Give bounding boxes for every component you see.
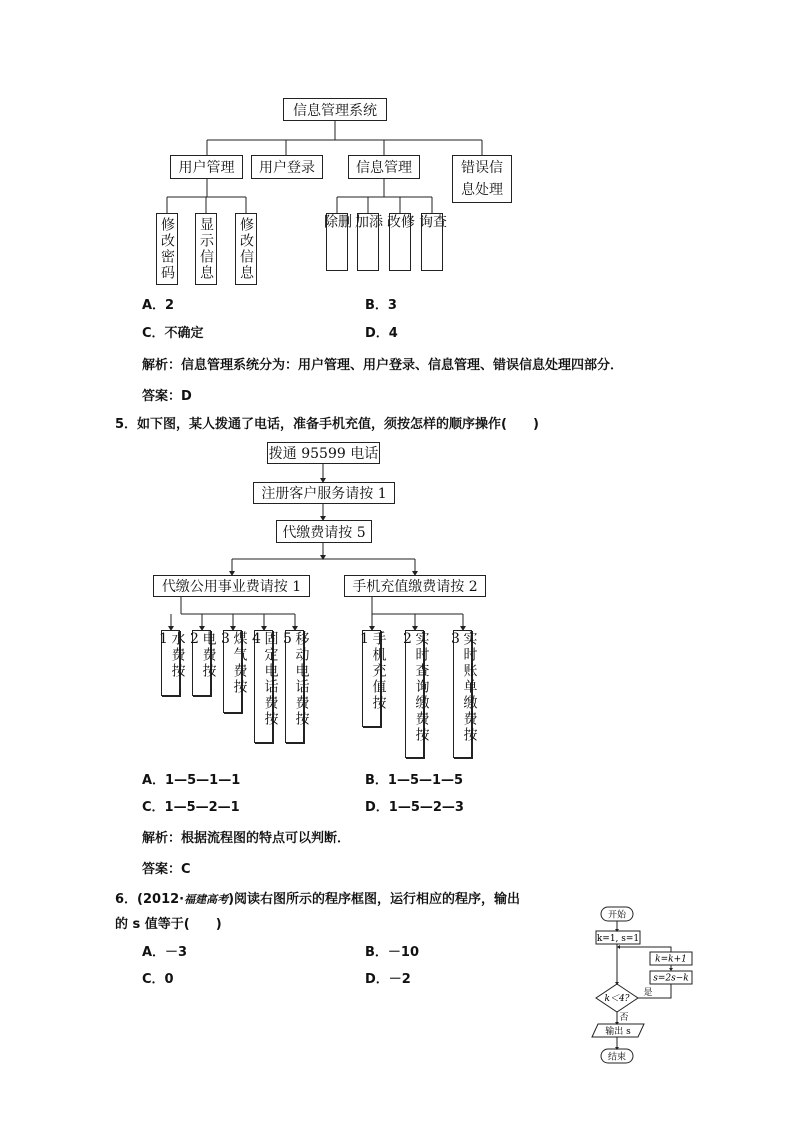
tree-branch-user-login: 用户登录 — [251, 155, 323, 179]
q5-answer-label: 答案： — [142, 862, 182, 877]
q5-step-register: 注册客户服务请按 1 — [253, 482, 395, 504]
q5-option-c: C．1—5—2—1 — [142, 800, 240, 815]
q5-answer — [142, 861, 191, 879]
q4-analysis-text: 信息管理系统分为：用户管理、用户登录、信息管理、错误信息处理四部分． — [181, 358, 624, 373]
tree-leaf-change-password: 修改密码 — [156, 213, 178, 285]
q5-answer-value: C — [181, 862, 191, 877]
q5-option-a: A．1—5—1—1 — [142, 773, 241, 788]
q5-leaf-electric: 电费按2 — [192, 630, 211, 696]
q5-option-d: D．1—5—2—3 — [365, 800, 464, 815]
q5-branch-utilities: 代缴公用事业费请按 1 — [153, 575, 310, 597]
q6-option-c: C．0 — [142, 972, 174, 987]
flow-condition-label: k＜4? — [604, 994, 630, 1004]
q5-step-pay: 代缴费请按 5 — [276, 520, 372, 543]
q6-stem-line2: 的 s 值等于( ) — [115, 917, 222, 932]
q6-option-b: B．－10 — [365, 945, 419, 960]
flow-output-label: 输出 s — [605, 1027, 631, 1037]
tree-leaf-modify: 修改 — [389, 213, 411, 271]
q4-option-b: B．3 — [365, 298, 397, 313]
q5-analysis-label: 解析： — [142, 831, 182, 846]
tree-branch-info-mgmt: 信息管理 — [348, 155, 420, 179]
q4-analysis-label: 解析： — [142, 358, 182, 373]
flow-no-label: 否 — [619, 1013, 629, 1023]
tree-leaf-query: 查询 — [421, 213, 443, 271]
tree-leaf-show-info: 显示信息 — [195, 213, 217, 285]
q5-stem: 5．如下图，某人拨通了电话，准备手机充值，须按怎样的顺序操作( ) — [115, 417, 539, 432]
q6-option-d: D．－2 — [365, 972, 411, 987]
flow-update-k-label: k=k+1 — [655, 954, 687, 965]
q5-leaf-realtime-query: 实时查询缴费按2 — [405, 630, 424, 758]
flow-init-label: k=1, s=1 — [596, 934, 640, 944]
tree-branch-error-handling: 错误信息处理 — [452, 155, 512, 203]
tree-root: 信息管理系统 — [283, 98, 387, 121]
q6-stem-rest: )阅读右图所示的程序框图，运行相应的程序，输出 — [228, 892, 521, 907]
q6-option-a: A．－3 — [142, 945, 188, 960]
flow-yes-label: 是 — [643, 988, 653, 998]
q5-option-b: B．1—5—1—5 — [365, 773, 464, 788]
tree-leaf-change-info: 修改信息 — [235, 213, 257, 285]
q4-answer — [142, 388, 192, 406]
q6-stem-line1 — [115, 891, 520, 909]
q6-stem-source: 福建高考 — [184, 893, 229, 906]
q5-analysis-text: 根据流程图的特点可以判断． — [181, 831, 351, 846]
tree-leaf-delete: 删除 — [326, 213, 348, 271]
q5-step-dial: 拨通 95599 电话 — [267, 442, 380, 464]
q5-leaf-gas: 煤气费按3 — [223, 630, 242, 713]
q5-leaf-topup: 手机充值按1 — [362, 630, 381, 727]
tree-leaf-add: 添加 — [357, 213, 379, 271]
q4-answer-label: 答案： — [142, 389, 182, 404]
q5-analysis — [142, 830, 350, 848]
q5-leaf-mobile-phone: 移动电话费按5 — [285, 630, 304, 743]
q5-branch-mobile: 手机充值缴费请按 2 — [344, 575, 486, 597]
q4-option-d: D．4 — [365, 326, 398, 341]
q5-leaf-realtime-bill: 实时账单缴费按3 — [453, 630, 472, 758]
flow-end-label: 结束 — [607, 1052, 627, 1063]
tree-branch-user-mgmt: 用户管理 — [170, 155, 243, 179]
flow-start-label: 开始 — [607, 910, 627, 921]
q4-option-a: A．2 — [142, 298, 175, 313]
q5-leaf-water: 水费按1 — [161, 630, 180, 696]
q6-flowchart — [580, 900, 700, 1075]
q4-analysis — [142, 357, 623, 375]
q4-option-c: C．不确定 — [142, 326, 204, 341]
q6-stem-prefix: 6．(2012· — [115, 892, 185, 907]
flow-update-s-label: s=2s−k — [653, 973, 689, 984]
q5-leaf-landline: 固定电话费按4 — [254, 630, 273, 743]
q4-answer-value: D — [181, 389, 192, 404]
